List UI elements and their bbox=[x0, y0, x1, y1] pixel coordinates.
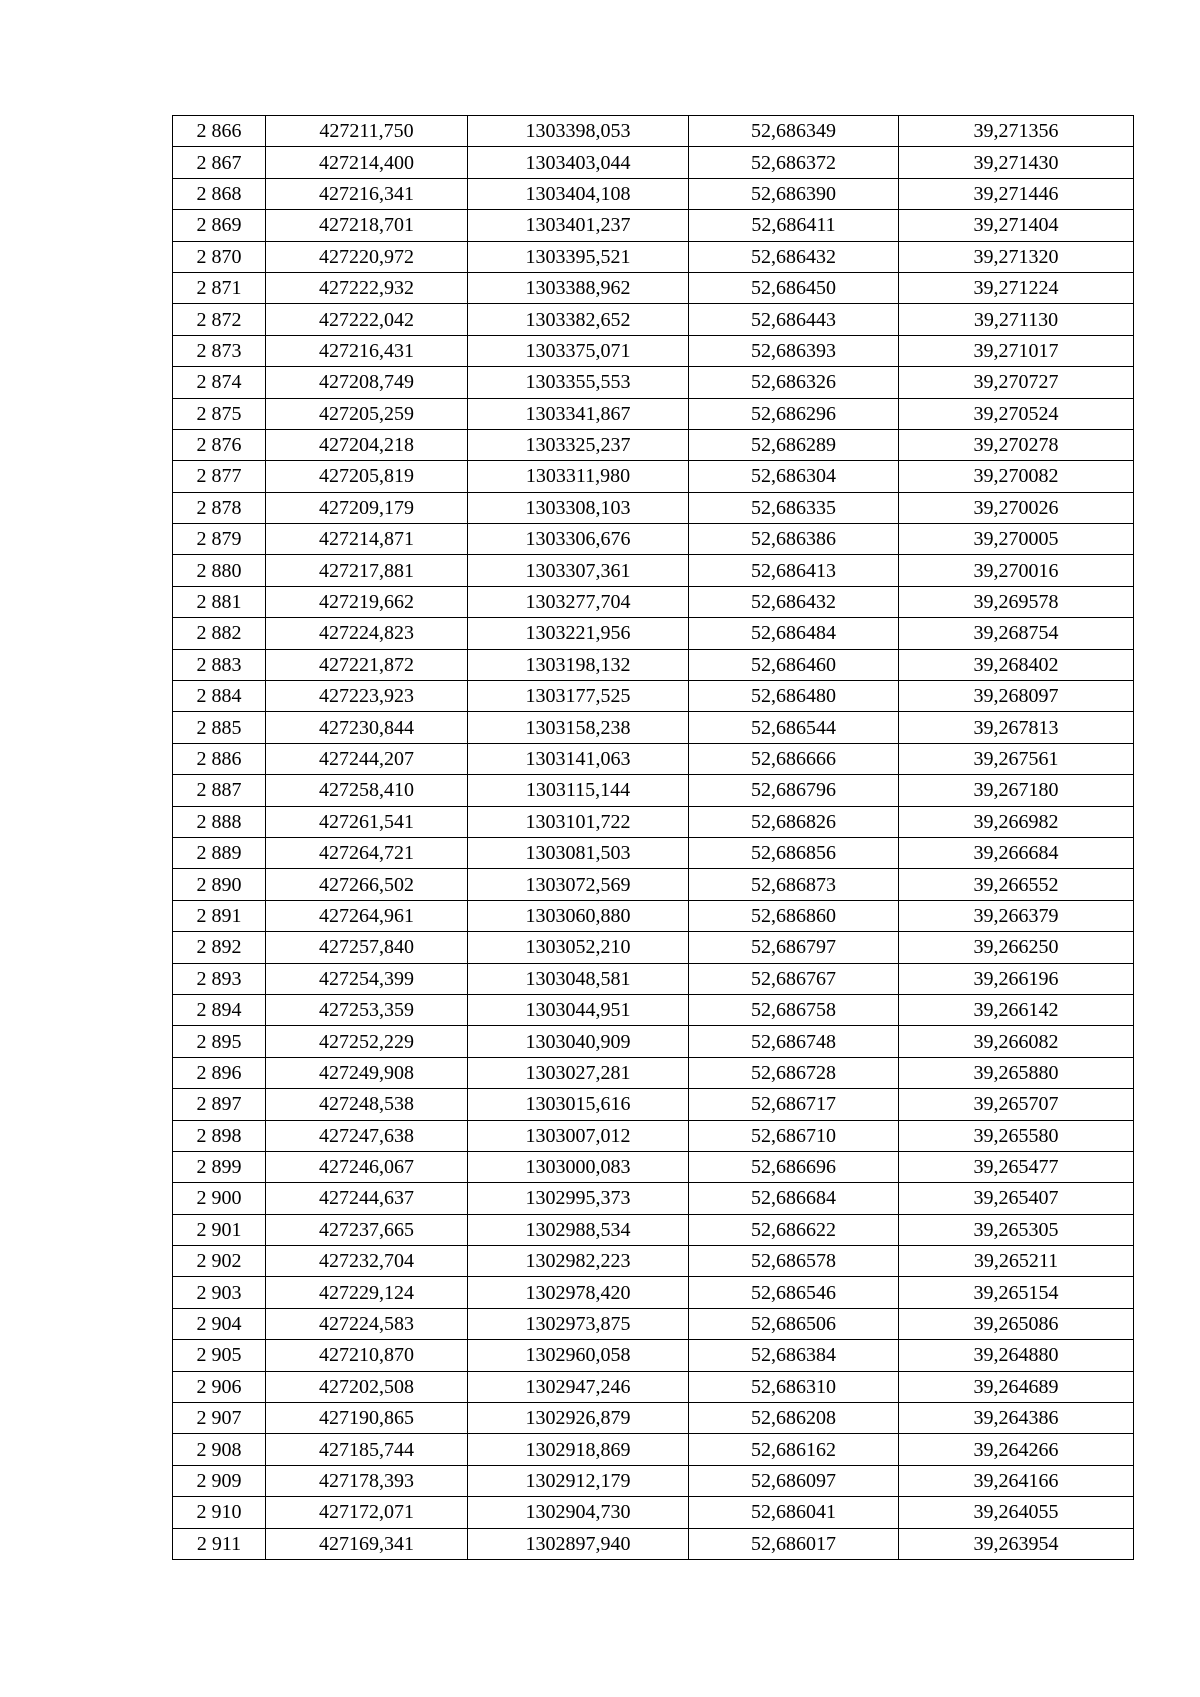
x-coordinate-cell: 427178,393 bbox=[266, 1465, 468, 1496]
y-coordinate-cell: 1303158,238 bbox=[468, 712, 689, 743]
y-coordinate-cell: 1302947,246 bbox=[468, 1371, 689, 1402]
y-coordinate-cell: 1303027,281 bbox=[468, 1057, 689, 1088]
latitude-cell: 52,686304 bbox=[689, 461, 899, 492]
y-coordinate-cell: 1303388,962 bbox=[468, 272, 689, 303]
x-coordinate-cell: 427221,872 bbox=[266, 649, 468, 680]
y-coordinate-cell: 1303072,569 bbox=[468, 869, 689, 900]
table-row bbox=[173, 524, 1134, 555]
point-number-cell: 2 887 bbox=[173, 775, 266, 806]
x-coordinate-cell: 427216,341 bbox=[266, 178, 468, 209]
latitude-cell: 52,686289 bbox=[689, 429, 899, 460]
y-coordinate-cell: 1303007,012 bbox=[468, 1120, 689, 1151]
latitude-cell: 52,686450 bbox=[689, 272, 899, 303]
y-coordinate-cell: 1303101,722 bbox=[468, 806, 689, 837]
y-coordinate-cell: 1303044,951 bbox=[468, 994, 689, 1025]
latitude-cell: 52,686873 bbox=[689, 869, 899, 900]
point-number-cell: 2 866 bbox=[173, 116, 266, 147]
latitude-cell: 52,686041 bbox=[689, 1497, 899, 1528]
y-coordinate-cell: 1302978,420 bbox=[468, 1277, 689, 1308]
latitude-cell: 52,686432 bbox=[689, 586, 899, 617]
x-coordinate-cell: 427224,583 bbox=[266, 1308, 468, 1339]
table-row bbox=[173, 586, 1134, 617]
latitude-cell: 52,686411 bbox=[689, 210, 899, 241]
table-row bbox=[173, 1057, 1134, 1088]
y-coordinate-cell: 1303398,053 bbox=[468, 116, 689, 147]
table-row bbox=[173, 743, 1134, 774]
latitude-cell: 52,686097 bbox=[689, 1465, 899, 1496]
table-row bbox=[173, 335, 1134, 366]
table-row bbox=[173, 806, 1134, 837]
x-coordinate-cell: 427264,721 bbox=[266, 837, 468, 868]
table-row bbox=[173, 1340, 1134, 1371]
longitude-cell: 39,266552 bbox=[899, 869, 1134, 900]
table-row bbox=[173, 1308, 1134, 1339]
latitude-cell: 52,686796 bbox=[689, 775, 899, 806]
latitude-cell: 52,686326 bbox=[689, 367, 899, 398]
table-row bbox=[173, 1183, 1134, 1214]
longitude-cell: 39,270005 bbox=[899, 524, 1134, 555]
longitude-cell: 39,268402 bbox=[899, 649, 1134, 680]
y-coordinate-cell: 1303048,581 bbox=[468, 963, 689, 994]
y-coordinate-cell: 1302918,869 bbox=[468, 1434, 689, 1465]
y-coordinate-cell: 1303015,616 bbox=[468, 1089, 689, 1120]
latitude-cell: 52,686666 bbox=[689, 743, 899, 774]
longitude-cell: 39,265880 bbox=[899, 1057, 1134, 1088]
y-coordinate-cell: 1302960,058 bbox=[468, 1340, 689, 1371]
table-row bbox=[173, 1465, 1134, 1496]
latitude-cell: 52,686017 bbox=[689, 1528, 899, 1559]
point-number-cell: 2 879 bbox=[173, 524, 266, 555]
longitude-cell: 39,271224 bbox=[899, 272, 1134, 303]
longitude-cell: 39,268097 bbox=[899, 681, 1134, 712]
point-number-cell: 2 868 bbox=[173, 178, 266, 209]
longitude-cell: 39,271404 bbox=[899, 210, 1134, 241]
x-coordinate-cell: 427232,704 bbox=[266, 1246, 468, 1277]
y-coordinate-cell: 1302995,373 bbox=[468, 1183, 689, 1214]
point-number-cell: 2 880 bbox=[173, 555, 266, 586]
table-row bbox=[173, 1089, 1134, 1120]
y-coordinate-cell: 1303375,071 bbox=[468, 335, 689, 366]
latitude-cell: 52,686310 bbox=[689, 1371, 899, 1402]
x-coordinate-cell: 427223,923 bbox=[266, 681, 468, 712]
point-number-cell: 2 905 bbox=[173, 1340, 266, 1371]
y-coordinate-cell: 1303404,108 bbox=[468, 178, 689, 209]
y-coordinate-cell: 1302982,223 bbox=[468, 1246, 689, 1277]
point-number-cell: 2 893 bbox=[173, 963, 266, 994]
longitude-cell: 39,266684 bbox=[899, 837, 1134, 868]
y-coordinate-cell: 1302904,730 bbox=[468, 1497, 689, 1528]
latitude-cell: 52,686460 bbox=[689, 649, 899, 680]
point-number-cell: 2 870 bbox=[173, 241, 266, 272]
y-coordinate-cell: 1303325,237 bbox=[468, 429, 689, 460]
latitude-cell: 52,686758 bbox=[689, 994, 899, 1025]
latitude-cell: 52,686546 bbox=[689, 1277, 899, 1308]
longitude-cell: 39,265580 bbox=[899, 1120, 1134, 1151]
y-coordinate-cell: 1303221,956 bbox=[468, 618, 689, 649]
table-row bbox=[173, 1371, 1134, 1402]
longitude-cell: 39,265154 bbox=[899, 1277, 1134, 1308]
longitude-cell: 39,265086 bbox=[899, 1308, 1134, 1339]
table-row bbox=[173, 932, 1134, 963]
y-coordinate-cell: 1302988,534 bbox=[468, 1214, 689, 1245]
x-coordinate-cell: 427185,744 bbox=[266, 1434, 468, 1465]
longitude-cell: 39,266982 bbox=[899, 806, 1134, 837]
latitude-cell: 52,686826 bbox=[689, 806, 899, 837]
table-row bbox=[173, 398, 1134, 429]
x-coordinate-cell: 427264,961 bbox=[266, 900, 468, 931]
latitude-cell: 52,686622 bbox=[689, 1214, 899, 1245]
table-row bbox=[173, 994, 1134, 1025]
point-number-cell: 2 867 bbox=[173, 147, 266, 178]
point-number-cell: 2 878 bbox=[173, 492, 266, 523]
point-number-cell: 2 891 bbox=[173, 900, 266, 931]
point-number-cell: 2 889 bbox=[173, 837, 266, 868]
point-number-cell: 2 906 bbox=[173, 1371, 266, 1402]
longitude-cell: 39,271430 bbox=[899, 147, 1134, 178]
longitude-cell: 39,271446 bbox=[899, 178, 1134, 209]
longitude-cell: 39,265707 bbox=[899, 1089, 1134, 1120]
point-number-cell: 2 892 bbox=[173, 932, 266, 963]
longitude-cell: 39,266082 bbox=[899, 1026, 1134, 1057]
table-row bbox=[173, 963, 1134, 994]
table-row bbox=[173, 618, 1134, 649]
point-number-cell: 2 899 bbox=[173, 1151, 266, 1182]
latitude-cell: 52,686432 bbox=[689, 241, 899, 272]
point-number-cell: 2 874 bbox=[173, 367, 266, 398]
longitude-cell: 39,264880 bbox=[899, 1340, 1134, 1371]
longitude-cell: 39,270016 bbox=[899, 555, 1134, 586]
table-row bbox=[173, 837, 1134, 868]
table-row bbox=[173, 900, 1134, 931]
table-row bbox=[173, 272, 1134, 303]
latitude-cell: 52,686717 bbox=[689, 1089, 899, 1120]
point-number-cell: 2 873 bbox=[173, 335, 266, 366]
y-coordinate-cell: 1303307,361 bbox=[468, 555, 689, 586]
y-coordinate-cell: 1303306,676 bbox=[468, 524, 689, 555]
x-coordinate-cell: 427230,844 bbox=[266, 712, 468, 743]
longitude-cell: 39,264689 bbox=[899, 1371, 1134, 1402]
table-row bbox=[173, 712, 1134, 743]
x-coordinate-cell: 427257,840 bbox=[266, 932, 468, 963]
table-row bbox=[173, 1151, 1134, 1182]
latitude-cell: 52,686349 bbox=[689, 116, 899, 147]
longitude-cell: 39,271356 bbox=[899, 116, 1134, 147]
y-coordinate-cell: 1302926,879 bbox=[468, 1403, 689, 1434]
latitude-cell: 52,686393 bbox=[689, 335, 899, 366]
y-coordinate-cell: 1303277,704 bbox=[468, 586, 689, 617]
longitude-cell: 39,266379 bbox=[899, 900, 1134, 931]
point-number-cell: 2 875 bbox=[173, 398, 266, 429]
point-number-cell: 2 907 bbox=[173, 1403, 266, 1434]
x-coordinate-cell: 427210,870 bbox=[266, 1340, 468, 1371]
longitude-cell: 39,264055 bbox=[899, 1497, 1134, 1528]
point-number-cell: 2 881 bbox=[173, 586, 266, 617]
x-coordinate-cell: 427205,819 bbox=[266, 461, 468, 492]
y-coordinate-cell: 1303311,980 bbox=[468, 461, 689, 492]
table-row bbox=[173, 555, 1134, 586]
point-number-cell: 2 871 bbox=[173, 272, 266, 303]
x-coordinate-cell: 427254,399 bbox=[266, 963, 468, 994]
y-coordinate-cell: 1303403,044 bbox=[468, 147, 689, 178]
longitude-cell: 39,268754 bbox=[899, 618, 1134, 649]
table-row bbox=[173, 1246, 1134, 1277]
longitude-cell: 39,270524 bbox=[899, 398, 1134, 429]
latitude-cell: 52,686443 bbox=[689, 304, 899, 335]
longitude-cell: 39,270727 bbox=[899, 367, 1134, 398]
latitude-cell: 52,686728 bbox=[689, 1057, 899, 1088]
longitude-cell: 39,267180 bbox=[899, 775, 1134, 806]
table-row bbox=[173, 1497, 1134, 1528]
latitude-cell: 52,686684 bbox=[689, 1183, 899, 1214]
point-number-cell: 2 901 bbox=[173, 1214, 266, 1245]
x-coordinate-cell: 427266,502 bbox=[266, 869, 468, 900]
latitude-cell: 52,686544 bbox=[689, 712, 899, 743]
x-coordinate-cell: 427214,871 bbox=[266, 524, 468, 555]
table-row bbox=[173, 241, 1134, 272]
y-coordinate-cell: 1303141,063 bbox=[468, 743, 689, 774]
latitude-cell: 52,686296 bbox=[689, 398, 899, 429]
point-number-cell: 2 894 bbox=[173, 994, 266, 1025]
point-number-cell: 2 877 bbox=[173, 461, 266, 492]
x-coordinate-cell: 427202,508 bbox=[266, 1371, 468, 1402]
point-number-cell: 2 911 bbox=[173, 1528, 266, 1559]
table-row bbox=[173, 367, 1134, 398]
table-row bbox=[173, 116, 1134, 147]
x-coordinate-cell: 427208,749 bbox=[266, 367, 468, 398]
point-number-cell: 2 910 bbox=[173, 1497, 266, 1528]
table-row bbox=[173, 492, 1134, 523]
table-row bbox=[173, 461, 1134, 492]
latitude-cell: 52,686480 bbox=[689, 681, 899, 712]
y-coordinate-cell: 1303308,103 bbox=[468, 492, 689, 523]
x-coordinate-cell: 427246,067 bbox=[266, 1151, 468, 1182]
x-coordinate-cell: 427211,750 bbox=[266, 116, 468, 147]
point-number-cell: 2 876 bbox=[173, 429, 266, 460]
point-number-cell: 2 904 bbox=[173, 1308, 266, 1339]
x-coordinate-cell: 427237,665 bbox=[266, 1214, 468, 1245]
table-row bbox=[173, 178, 1134, 209]
longitude-cell: 39,265211 bbox=[899, 1246, 1134, 1277]
y-coordinate-cell: 1302973,875 bbox=[468, 1308, 689, 1339]
point-number-cell: 2 895 bbox=[173, 1026, 266, 1057]
longitude-cell: 39,267561 bbox=[899, 743, 1134, 774]
latitude-cell: 52,686696 bbox=[689, 1151, 899, 1182]
longitude-cell: 39,270278 bbox=[899, 429, 1134, 460]
y-coordinate-cell: 1303401,237 bbox=[468, 210, 689, 241]
table-row bbox=[173, 1214, 1134, 1245]
x-coordinate-cell: 427172,071 bbox=[266, 1497, 468, 1528]
point-number-cell: 2 884 bbox=[173, 681, 266, 712]
latitude-cell: 52,686384 bbox=[689, 1340, 899, 1371]
point-number-cell: 2 908 bbox=[173, 1434, 266, 1465]
y-coordinate-cell: 1303040,909 bbox=[468, 1026, 689, 1057]
latitude-cell: 52,686208 bbox=[689, 1403, 899, 1434]
coordinates-table-body bbox=[173, 116, 1134, 1560]
x-coordinate-cell: 427249,908 bbox=[266, 1057, 468, 1088]
latitude-cell: 52,686413 bbox=[689, 555, 899, 586]
table-row bbox=[173, 1528, 1134, 1559]
y-coordinate-cell: 1303060,880 bbox=[468, 900, 689, 931]
longitude-cell: 39,271017 bbox=[899, 335, 1134, 366]
longitude-cell: 39,266142 bbox=[899, 994, 1134, 1025]
table-row bbox=[173, 147, 1134, 178]
x-coordinate-cell: 427258,410 bbox=[266, 775, 468, 806]
point-number-cell: 2 882 bbox=[173, 618, 266, 649]
latitude-cell: 52,686767 bbox=[689, 963, 899, 994]
x-coordinate-cell: 427253,359 bbox=[266, 994, 468, 1025]
latitude-cell: 52,686335 bbox=[689, 492, 899, 523]
latitude-cell: 52,686506 bbox=[689, 1308, 899, 1339]
table-row bbox=[173, 681, 1134, 712]
latitude-cell: 52,686390 bbox=[689, 178, 899, 209]
latitude-cell: 52,686162 bbox=[689, 1434, 899, 1465]
point-number-cell: 2 872 bbox=[173, 304, 266, 335]
x-coordinate-cell: 427218,701 bbox=[266, 210, 468, 241]
table-row bbox=[173, 1120, 1134, 1151]
point-number-cell: 2 902 bbox=[173, 1246, 266, 1277]
longitude-cell: 39,266250 bbox=[899, 932, 1134, 963]
table-row bbox=[173, 429, 1134, 460]
point-number-cell: 2 890 bbox=[173, 869, 266, 900]
point-number-cell: 2 886 bbox=[173, 743, 266, 774]
latitude-cell: 52,686860 bbox=[689, 900, 899, 931]
longitude-cell: 39,269578 bbox=[899, 586, 1134, 617]
table-row bbox=[173, 649, 1134, 680]
point-number-cell: 2 885 bbox=[173, 712, 266, 743]
longitude-cell: 39,266196 bbox=[899, 963, 1134, 994]
x-coordinate-cell: 427216,431 bbox=[266, 335, 468, 366]
x-coordinate-cell: 427190,865 bbox=[266, 1403, 468, 1434]
table-row bbox=[173, 775, 1134, 806]
y-coordinate-cell: 1303115,144 bbox=[468, 775, 689, 806]
point-number-cell: 2 903 bbox=[173, 1277, 266, 1308]
x-coordinate-cell: 427222,932 bbox=[266, 272, 468, 303]
x-coordinate-cell: 427214,400 bbox=[266, 147, 468, 178]
table-row bbox=[173, 1403, 1134, 1434]
y-coordinate-cell: 1303052,210 bbox=[468, 932, 689, 963]
y-coordinate-cell: 1303382,652 bbox=[468, 304, 689, 335]
y-coordinate-cell: 1303198,132 bbox=[468, 649, 689, 680]
point-number-cell: 2 909 bbox=[173, 1465, 266, 1496]
x-coordinate-cell: 427247,638 bbox=[266, 1120, 468, 1151]
latitude-cell: 52,686484 bbox=[689, 618, 899, 649]
x-coordinate-cell: 427222,042 bbox=[266, 304, 468, 335]
longitude-cell: 39,264386 bbox=[899, 1403, 1134, 1434]
x-coordinate-cell: 427229,124 bbox=[266, 1277, 468, 1308]
longitude-cell: 39,265305 bbox=[899, 1214, 1134, 1245]
y-coordinate-cell: 1303395,521 bbox=[468, 241, 689, 272]
x-coordinate-cell: 427169,341 bbox=[266, 1528, 468, 1559]
longitude-cell: 39,267813 bbox=[899, 712, 1134, 743]
x-coordinate-cell: 427205,259 bbox=[266, 398, 468, 429]
y-coordinate-cell: 1303000,083 bbox=[468, 1151, 689, 1182]
latitude-cell: 52,686710 bbox=[689, 1120, 899, 1151]
latitude-cell: 52,686372 bbox=[689, 147, 899, 178]
table-row bbox=[173, 1277, 1134, 1308]
point-number-cell: 2 883 bbox=[173, 649, 266, 680]
longitude-cell: 39,270026 bbox=[899, 492, 1134, 523]
x-coordinate-cell: 427219,662 bbox=[266, 586, 468, 617]
y-coordinate-cell: 1303341,867 bbox=[468, 398, 689, 429]
table-row bbox=[173, 869, 1134, 900]
table-row bbox=[173, 1434, 1134, 1465]
x-coordinate-cell: 427217,881 bbox=[266, 555, 468, 586]
x-coordinate-cell: 427224,823 bbox=[266, 618, 468, 649]
table-row bbox=[173, 1026, 1134, 1057]
latitude-cell: 52,686748 bbox=[689, 1026, 899, 1057]
x-coordinate-cell: 427261,541 bbox=[266, 806, 468, 837]
longitude-cell: 39,270082 bbox=[899, 461, 1134, 492]
coordinates-table bbox=[172, 115, 1134, 1560]
x-coordinate-cell: 427244,207 bbox=[266, 743, 468, 774]
y-coordinate-cell: 1303355,553 bbox=[468, 367, 689, 398]
longitude-cell: 39,263954 bbox=[899, 1528, 1134, 1559]
x-coordinate-cell: 427248,538 bbox=[266, 1089, 468, 1120]
longitude-cell: 39,264266 bbox=[899, 1434, 1134, 1465]
longitude-cell: 39,264166 bbox=[899, 1465, 1134, 1496]
latitude-cell: 52,686386 bbox=[689, 524, 899, 555]
latitude-cell: 52,686578 bbox=[689, 1246, 899, 1277]
longitude-cell: 39,271320 bbox=[899, 241, 1134, 272]
x-coordinate-cell: 427204,218 bbox=[266, 429, 468, 460]
x-coordinate-cell: 427244,637 bbox=[266, 1183, 468, 1214]
y-coordinate-cell: 1303081,503 bbox=[468, 837, 689, 868]
latitude-cell: 52,686797 bbox=[689, 932, 899, 963]
x-coordinate-cell: 427220,972 bbox=[266, 241, 468, 272]
y-coordinate-cell: 1302897,940 bbox=[468, 1528, 689, 1559]
table-row bbox=[173, 210, 1134, 241]
table-row bbox=[173, 304, 1134, 335]
y-coordinate-cell: 1303177,525 bbox=[468, 681, 689, 712]
longitude-cell: 39,265477 bbox=[899, 1151, 1134, 1182]
point-number-cell: 2 869 bbox=[173, 210, 266, 241]
longitude-cell: 39,265407 bbox=[899, 1183, 1134, 1214]
point-number-cell: 2 900 bbox=[173, 1183, 266, 1214]
latitude-cell: 52,686856 bbox=[689, 837, 899, 868]
x-coordinate-cell: 427252,229 bbox=[266, 1026, 468, 1057]
point-number-cell: 2 896 bbox=[173, 1057, 266, 1088]
longitude-cell: 39,271130 bbox=[899, 304, 1134, 335]
point-number-cell: 2 897 bbox=[173, 1089, 266, 1120]
y-coordinate-cell: 1302912,179 bbox=[468, 1465, 689, 1496]
point-number-cell: 2 898 bbox=[173, 1120, 266, 1151]
x-coordinate-cell: 427209,179 bbox=[266, 492, 468, 523]
point-number-cell: 2 888 bbox=[173, 806, 266, 837]
